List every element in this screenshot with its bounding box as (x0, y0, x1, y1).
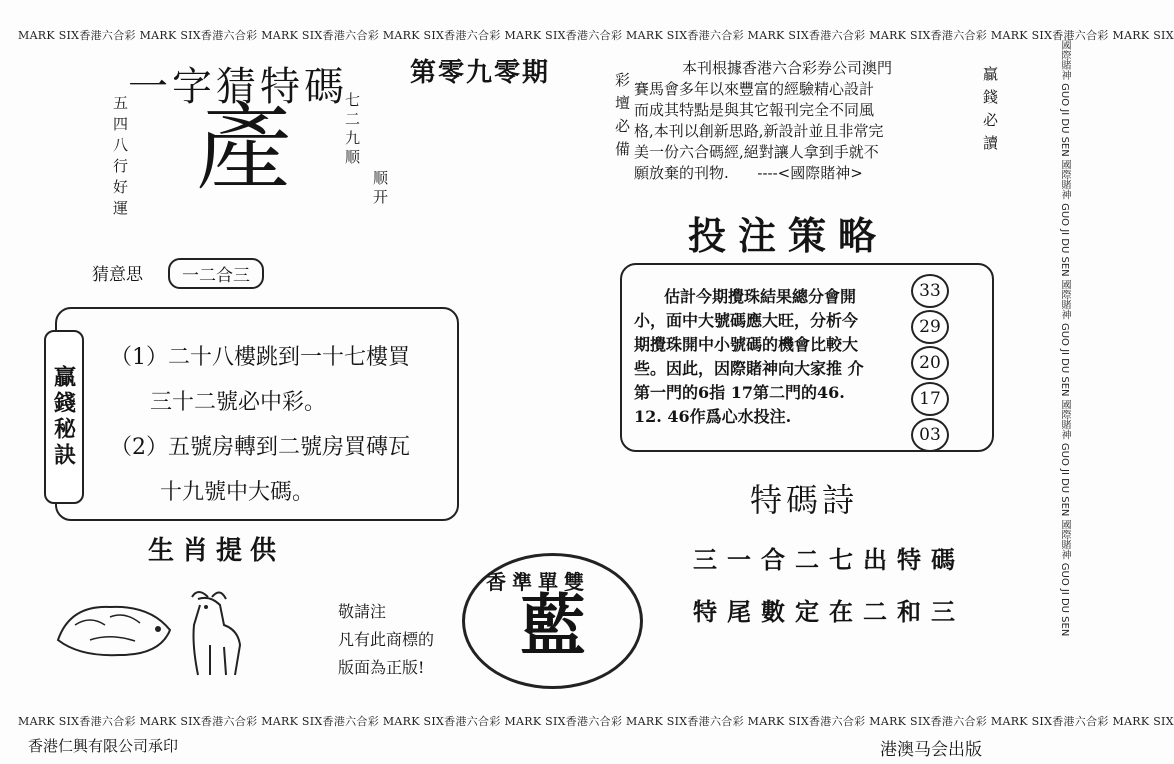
number-circle: 20 (911, 346, 949, 380)
featured-character: 產 (196, 92, 292, 204)
intro-line: 格,本刊以創新思路,新設計並且非常完 (634, 122, 884, 140)
secret-line: （2）五號房轉到二號房買磚瓦 (110, 435, 410, 460)
number-circle: 29 (911, 310, 949, 344)
intro-text (634, 58, 892, 184)
side-watermark-strip: 國際賭神 GUO JI DU SEN 國際賭神 GUO JI DU SEN 國際賭神 GUO JI DU SEN 國際賭神 GUO JI DU SEN 國際賭神 GUO JI DU SEN (1059, 40, 1070, 637)
right-vertical-text-2: 顺开 (371, 170, 389, 208)
zodiac-title: 生肖提供 (148, 536, 285, 566)
poem-title: 特碼詩 (750, 481, 859, 519)
secret-text (110, 335, 410, 515)
tiger-icon (50, 585, 180, 665)
issue-number: 第零九零期 (410, 58, 551, 88)
authenticity-notice (338, 598, 434, 682)
poem-line: 三一合二七出特碼 (693, 545, 965, 574)
stamp-top-text: 香準單雙 (486, 570, 590, 594)
strategy-line: 些。因此，因際賭神向大家推 介 (634, 359, 864, 378)
goat-icon (180, 585, 250, 680)
intro-line: 願放棄的刊物. ----<國際賭神> (634, 164, 863, 182)
secret-label: 贏錢秘訣 (44, 330, 84, 504)
intro-line: 而成其特點是與其它報刊完全不同風 (634, 101, 875, 119)
intro-line: 賽馬會多年以來豐富的經驗精心設計 (634, 80, 875, 98)
number-circle: 03 (911, 418, 949, 452)
notice-line: 凡有此商標的 (338, 630, 435, 649)
secret-line: 十九號中大碼。 (160, 480, 315, 505)
number-column (911, 274, 949, 454)
poem-line: 特尾數定在二和三 (693, 597, 965, 626)
stamp-character: 藍 (520, 586, 586, 664)
intro-line: 本刊根據香港六合彩券公司澳門 (682, 59, 893, 77)
notice-line: 敬請注 (338, 602, 387, 621)
number-circle: 17 (911, 382, 949, 416)
strategy-title: 投注策略 (688, 213, 889, 258)
strategy-line: 第一門的6指 17第二門的46. (634, 383, 845, 402)
guess-value-box: 一二合三 (168, 258, 264, 289)
right-side-right-text: 贏錢必讀 (981, 66, 999, 158)
header-watermark-strip: MARK SIX香港六合彩 MARK SIX香港六合彩 MARK SIX香港六合彩 MARK SIX香港六合彩 MARK SIX香港六合彩 MARK SIX香港六合彩 MARK SIX香港六合彩 MARK SIX香港六合彩 MARK SIX香港六合彩 MARK SIX (18, 29, 1174, 42)
notice-line: 版面為正版! (338, 658, 425, 677)
secret-line: （1）二十八樓跳到一十七樓買 (110, 345, 410, 370)
strategy-text (634, 285, 864, 429)
strategy-line: 12. 46作爲心水投注. (634, 407, 792, 426)
right-side-left-text: 彩壇必備 (613, 72, 631, 164)
page-title: 一字猜特碼 (128, 64, 348, 110)
strategy-line: 期攪珠開中小號碼的機會比較大 (634, 335, 859, 354)
secret-line: 三十二號必中彩。 (150, 390, 327, 415)
number-circle: 33 (911, 274, 949, 308)
publisher-credit: 港澳马会出版 (880, 740, 982, 760)
strategy-line: 小，面中大號碼應大旺，分析今 (634, 311, 859, 330)
printer-credit: 香港仁興有限公司承印 (28, 737, 179, 755)
right-vertical-text-1: 七二九顺 (343, 92, 361, 168)
guess-label: 猜意思 (92, 265, 143, 285)
footer-watermark-strip: MARK SIX香港六合彩 MARK SIX香港六合彩 MARK SIX香港六合彩 MARK SIX香港六合彩 MARK SIX香港六合彩 MARK SIX香港六合彩 MARK SIX香港六合彩 MARK SIX香港六合彩 MARK SIX香港六合彩 MARK SIX (18, 715, 1174, 728)
intro-line: 美一份六合碼經,絕對讓人拿到手就不 (634, 143, 879, 161)
left-vertical-text: 五四八行好運 (111, 95, 129, 221)
strategy-line: 估計今期攪珠結果總分會開 (664, 287, 857, 306)
